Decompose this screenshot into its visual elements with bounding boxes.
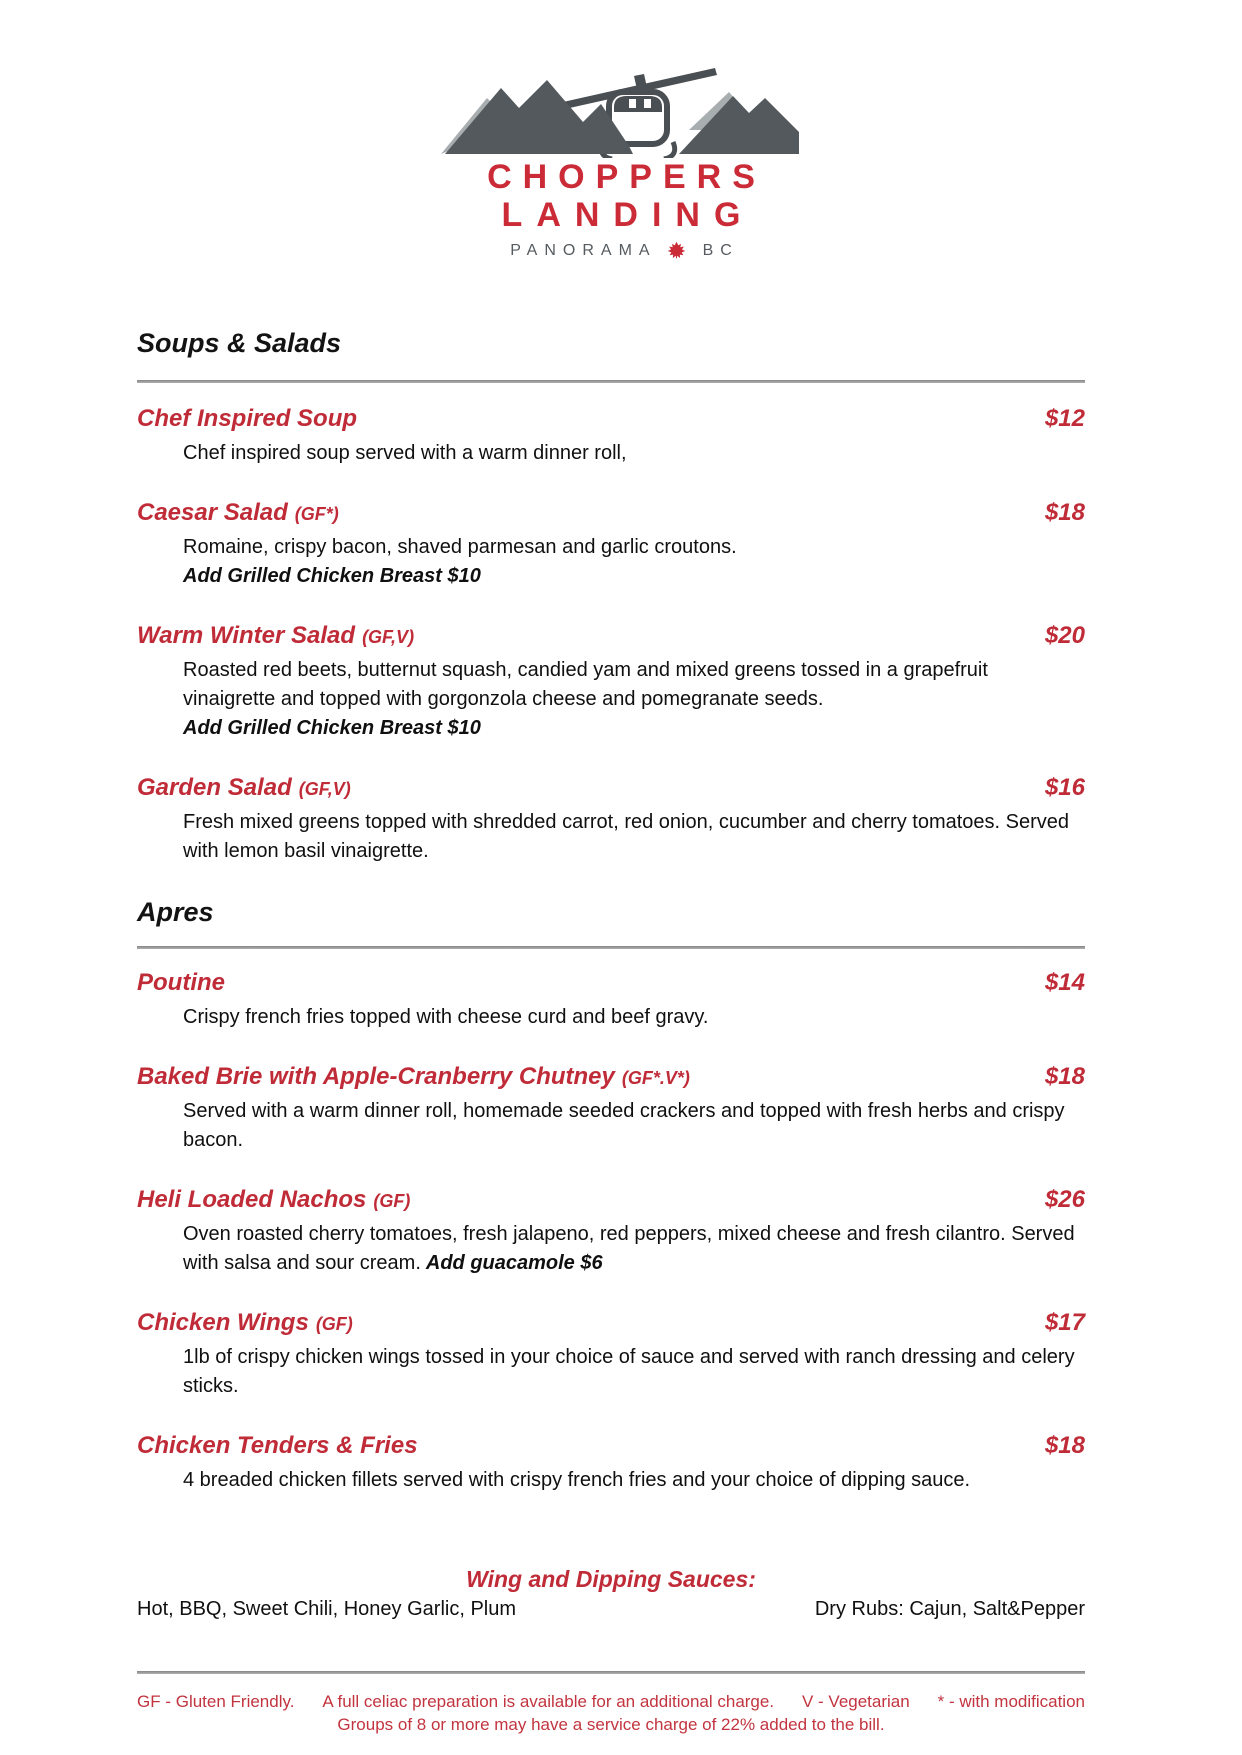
item-price: $12 xyxy=(1044,405,1085,432)
item-price: $16 xyxy=(1044,774,1085,801)
item-name: Warm Winter Salad (GF,V) xyxy=(137,622,415,649)
item-description: 4 breaded chicken fillets served with crispy french fries and your choice of dipping sauce. xyxy=(183,1469,971,1491)
menu-content xyxy=(0,326,1242,1736)
item-head xyxy=(137,1184,1085,1218)
dietary-tag: (GF,V) xyxy=(362,627,415,647)
item-name: Chicken Wings (GF) xyxy=(137,1309,353,1336)
item-description: Romaine, crispy bacon, shaved parmesan and garlic croutons. xyxy=(183,536,737,558)
item-head xyxy=(137,403,1085,437)
restaurant-logo xyxy=(0,0,1242,260)
logo-subtitle xyxy=(0,241,1242,260)
item-addon: Add Grilled Chicken Breast $10 xyxy=(183,565,481,587)
item-description: Served with a warm dinner roll, homemade seeded crackers and topped with fresh herbs and crispy bacon. xyxy=(183,1100,1065,1151)
item-name: Heli Loaded Nachos (GF) xyxy=(137,1186,411,1213)
menu-item-heli-loaded-nachos xyxy=(137,1184,1085,1278)
item-price: $18 xyxy=(1044,1432,1085,1459)
mountains-helicopter-icon xyxy=(441,56,801,158)
item-head xyxy=(137,497,1085,531)
item-head xyxy=(137,1307,1085,1341)
menu-item-baked-brie xyxy=(137,1061,1085,1155)
item-description: Roasted red beets, butternut squash, candied yam and mixed greens tossed in a grapefruit vinaigrette and topped with gorgonzola cheese and pomegranate seeds. xyxy=(183,659,988,710)
dietary-tag: (GF*.V*) xyxy=(621,1068,690,1088)
dry-rubs-list: Dry Rubs: Cajun, Salt&Pepper xyxy=(814,1598,1085,1620)
logo-subtitle-left: PANORAMA xyxy=(510,241,657,259)
menu-item-chicken-wings xyxy=(137,1307,1085,1401)
footer-service-charge-note: Groups of 8 or more may have a service charge of 22% added to the bill. xyxy=(337,1715,885,1734)
item-addon: Add Grilled Chicken Breast $10 xyxy=(183,717,481,739)
legend-celiac: A full celiac preparation is available for an additional charge. xyxy=(322,1692,775,1711)
item-description: Fresh mixed greens topped with shredded carrot, red onion, cucumber and cherry tomatoes. Served with lemon basil vinaigrette. xyxy=(183,811,1070,862)
item-head xyxy=(137,772,1085,806)
menu-item-warm-winter-salad xyxy=(137,620,1085,743)
logo-wordmark xyxy=(0,158,1242,234)
footer-legend xyxy=(137,1690,1085,1713)
item-name: Garden Salad (GF,V) xyxy=(137,774,351,801)
item-price: $17 xyxy=(1044,1309,1085,1336)
legend-gf: GF - Gluten Friendly. xyxy=(137,1692,295,1711)
menu-item-garden-salad xyxy=(137,772,1085,866)
item-head xyxy=(137,1061,1085,1095)
item-price: $14 xyxy=(1044,969,1085,996)
item-description: 1lb of crispy chicken wings tossed in your choice of sauce and served with ranch dressing and celery sticks. xyxy=(183,1346,1075,1397)
dietary-tag: (GF) xyxy=(315,1314,353,1334)
logo-line1: CHOPPERS xyxy=(487,158,766,196)
item-head xyxy=(137,620,1085,654)
item-price: $26 xyxy=(1044,1186,1085,1213)
section-apres xyxy=(137,895,1085,1495)
wet-sauces-list: Hot, BBQ, Sweet Chili, Honey Garlic, Plum xyxy=(137,1598,517,1620)
maple-leaf-icon xyxy=(667,241,686,260)
item-name: Baked Brie with Apple-Cranberry Chutney (GF*.V*) xyxy=(137,1063,690,1090)
item-addon-inline: Add guacamole $6 xyxy=(425,1252,603,1274)
menu-item-chef-inspired-soup xyxy=(137,403,1085,468)
item-name: Chicken Tenders & Fries xyxy=(137,1432,418,1459)
section-title: Soups & Salads xyxy=(137,328,342,358)
logo-line2: LANDING xyxy=(501,196,755,234)
sauces-block xyxy=(137,1565,1085,1623)
logo-subtitle-right: BC xyxy=(702,241,739,259)
item-name: Caesar Salad (GF*) xyxy=(137,499,339,526)
item-description: Crispy french fries topped with cheese curd and beef gravy. xyxy=(183,1006,709,1028)
item-name: Poutine xyxy=(137,969,225,996)
dietary-tag: (GF,V) xyxy=(298,779,351,799)
item-description: Chef inspired soup served with a warm dinner roll, xyxy=(183,442,627,464)
legend-vegetarian: V - Vegetarian xyxy=(801,1692,910,1711)
section-soups-salads xyxy=(137,326,1085,866)
dietary-tag: (GF) xyxy=(373,1191,411,1211)
footer-divider xyxy=(137,1671,1085,1674)
item-price: $18 xyxy=(1044,499,1085,526)
menu-item-caesar-salad xyxy=(137,497,1085,591)
legend-modification: * - with modification xyxy=(937,1692,1085,1711)
section-title: Apres xyxy=(137,897,214,927)
menu-item-poutine xyxy=(137,967,1085,1032)
item-head xyxy=(137,967,1085,1001)
section-divider xyxy=(137,946,1085,949)
section-divider xyxy=(137,380,1085,383)
item-price: $18 xyxy=(1044,1063,1085,1090)
dietary-tag: (GF*) xyxy=(294,504,339,524)
item-description: Oven roasted cherry tomatoes, fresh jalapeno, red peppers, mixed cheese and fresh cilantro. Served with salsa and sour cream. Add guacamole $6 xyxy=(183,1223,1075,1274)
item-head xyxy=(137,1430,1085,1464)
menu-item-chicken-tenders-fries xyxy=(137,1430,1085,1495)
sauces-title: Wing and Dipping Sauces: xyxy=(466,1566,756,1592)
item-price: $20 xyxy=(1044,622,1085,649)
sauces-row xyxy=(137,1595,1085,1623)
item-name: Chef Inspired Soup xyxy=(137,405,358,432)
